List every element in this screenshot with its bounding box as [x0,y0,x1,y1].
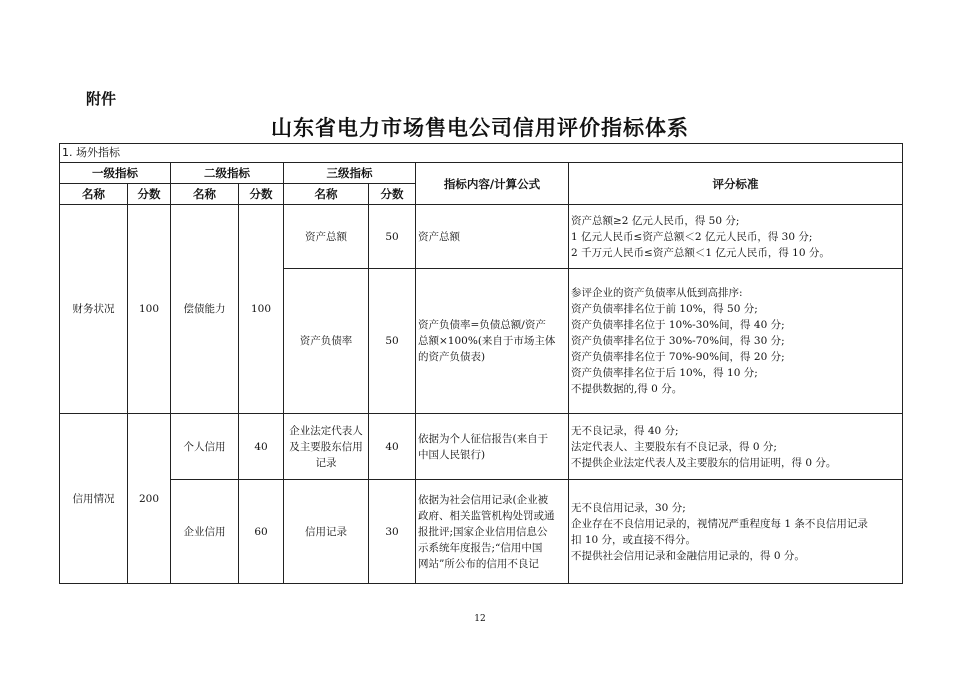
criteria-line: 2 千万元人民币≤资产总额＜1 亿元人民币，得 10 分。 [571,246,830,259]
header-content: 指标内容/计算公式 [416,163,569,205]
criteria-line: 资产负债率排名位于 30%-70%间，得 30 分; [571,335,785,347]
l2-name-cell: 企业信用 [171,480,239,584]
criteria-line: 扣 10 分，或直接不得分。 [571,533,697,546]
criteria-line: 参评企业的资产负债率从低到高排序: [571,287,743,299]
l2-score-cell: 60 [239,480,284,584]
header-level1: 一级指标 [60,163,171,184]
header-criteria: 评分标准 [569,163,903,205]
attachment-label: 附件 [86,90,117,108]
l2-score-cell: 40 [239,414,284,480]
l3-name-line: 及主要股东信用 [289,440,363,453]
document-title: 山东省电力市场售电公司信用评价指标体系 [271,115,689,140]
page-number: 12 [474,614,486,624]
criteria-line: 不提供社会信用记录和金融信用记录的，得 0 分。 [571,549,805,562]
content-line: 网站”所公布的信用不良记 [418,557,539,570]
l3-name-cell: 资产负债率 [284,269,369,414]
content-line: 政府、相关监管机构处罚或通 [418,509,555,522]
criteria-cell [569,205,903,269]
criteria-line: 资产负债率排名位于 70%-90%间，得 20 分; [571,351,785,363]
criteria-line: 资产负债率排名位于 10%-30%间，得 40 分; [571,319,785,331]
content-line: 示系统年度报告;“信用中国 [418,541,543,554]
l3-name-cell: 资产总额 [284,205,369,269]
l3-name-cell [284,414,369,480]
header-l1-score: 分数 [128,184,171,205]
header-l2-score: 分数 [239,184,284,205]
criteria-line: 不提供企业法定代表人及主要股东的信用证明，得 0 分。 [571,456,837,469]
l3-score-cell: 30 [369,480,416,584]
criteria-line: 无不良信用记录，30 分; [571,501,686,514]
l1-score-cell: 200 [128,414,171,584]
content-line: 报批评;国家企业信用信息公 [418,525,548,538]
l3-score-cell: 40 [369,414,416,480]
content-line: 中国人民银行) [418,448,486,461]
criteria-line: 资产总额≥2 亿元人民币，得 50 分; [571,214,740,227]
l3-name-cell: 信用记录 [284,480,369,584]
criteria-cell [569,414,903,480]
content-line: 依据为个人征信报告(来自于 [418,432,549,445]
criteria-line: 无不良记录，得 40 分; [571,424,679,437]
l3-name-line: 企业法定代表人 [289,424,363,437]
content-cell [416,205,569,269]
content-cell [416,414,569,480]
content-line: 依据为社会信用记录(企业被 [418,493,549,506]
content-cell [416,269,569,414]
header-level3: 三级指标 [284,163,416,184]
header-level2: 二级指标 [171,163,284,184]
criteria-line: 资产负债率排名位于后 10%，得 10 分; [571,367,758,379]
l2-name-cell: 个人信用 [171,414,239,480]
l2-name-cell: 偿债能力 [171,205,239,414]
criteria-line: 不提供数据的,得 0 分。 [571,383,683,395]
section-label: 1. 场外指标 [60,144,903,163]
l1-name-cell: 财务状况 [60,205,128,414]
l2-score-cell: 100 [239,205,284,414]
l3-score-cell: 50 [369,269,416,414]
l3-name-line: 记录 [315,456,337,469]
criteria-cell [569,480,903,584]
criteria-cell [569,269,903,414]
l3-score-cell: 50 [369,205,416,269]
criteria-line: 1 亿元人民币≤资产总额＜2 亿元人民币，得 30 分; [571,230,813,243]
content-cell [416,480,569,584]
criteria-line: 资产负债率排名位于前 10%，得 50 分; [571,303,758,315]
content-line: 总额×100%(来自于市场主体 [418,335,556,347]
header-l2-name: 名称 [171,184,239,205]
criteria-line: 企业存在不良信用记录的，视情况严重程度每 1 条不良信用记录 [571,517,868,530]
l1-score-cell: 100 [128,205,171,414]
credit-index-table [59,143,903,584]
content-line: 的资产负债表) [418,351,486,363]
content-line: 资产负债率=负债总额/资产 [418,319,546,331]
header-l3-score: 分数 [369,184,416,205]
l1-name-cell: 信用情况 [60,414,128,584]
header-l1-name: 名称 [60,184,128,205]
criteria-line: 法定代表人、主要股东有不良记录，得 0 分; [571,440,777,453]
header-l3-name: 名称 [284,184,369,205]
content-line: 资产总额 [418,230,460,243]
